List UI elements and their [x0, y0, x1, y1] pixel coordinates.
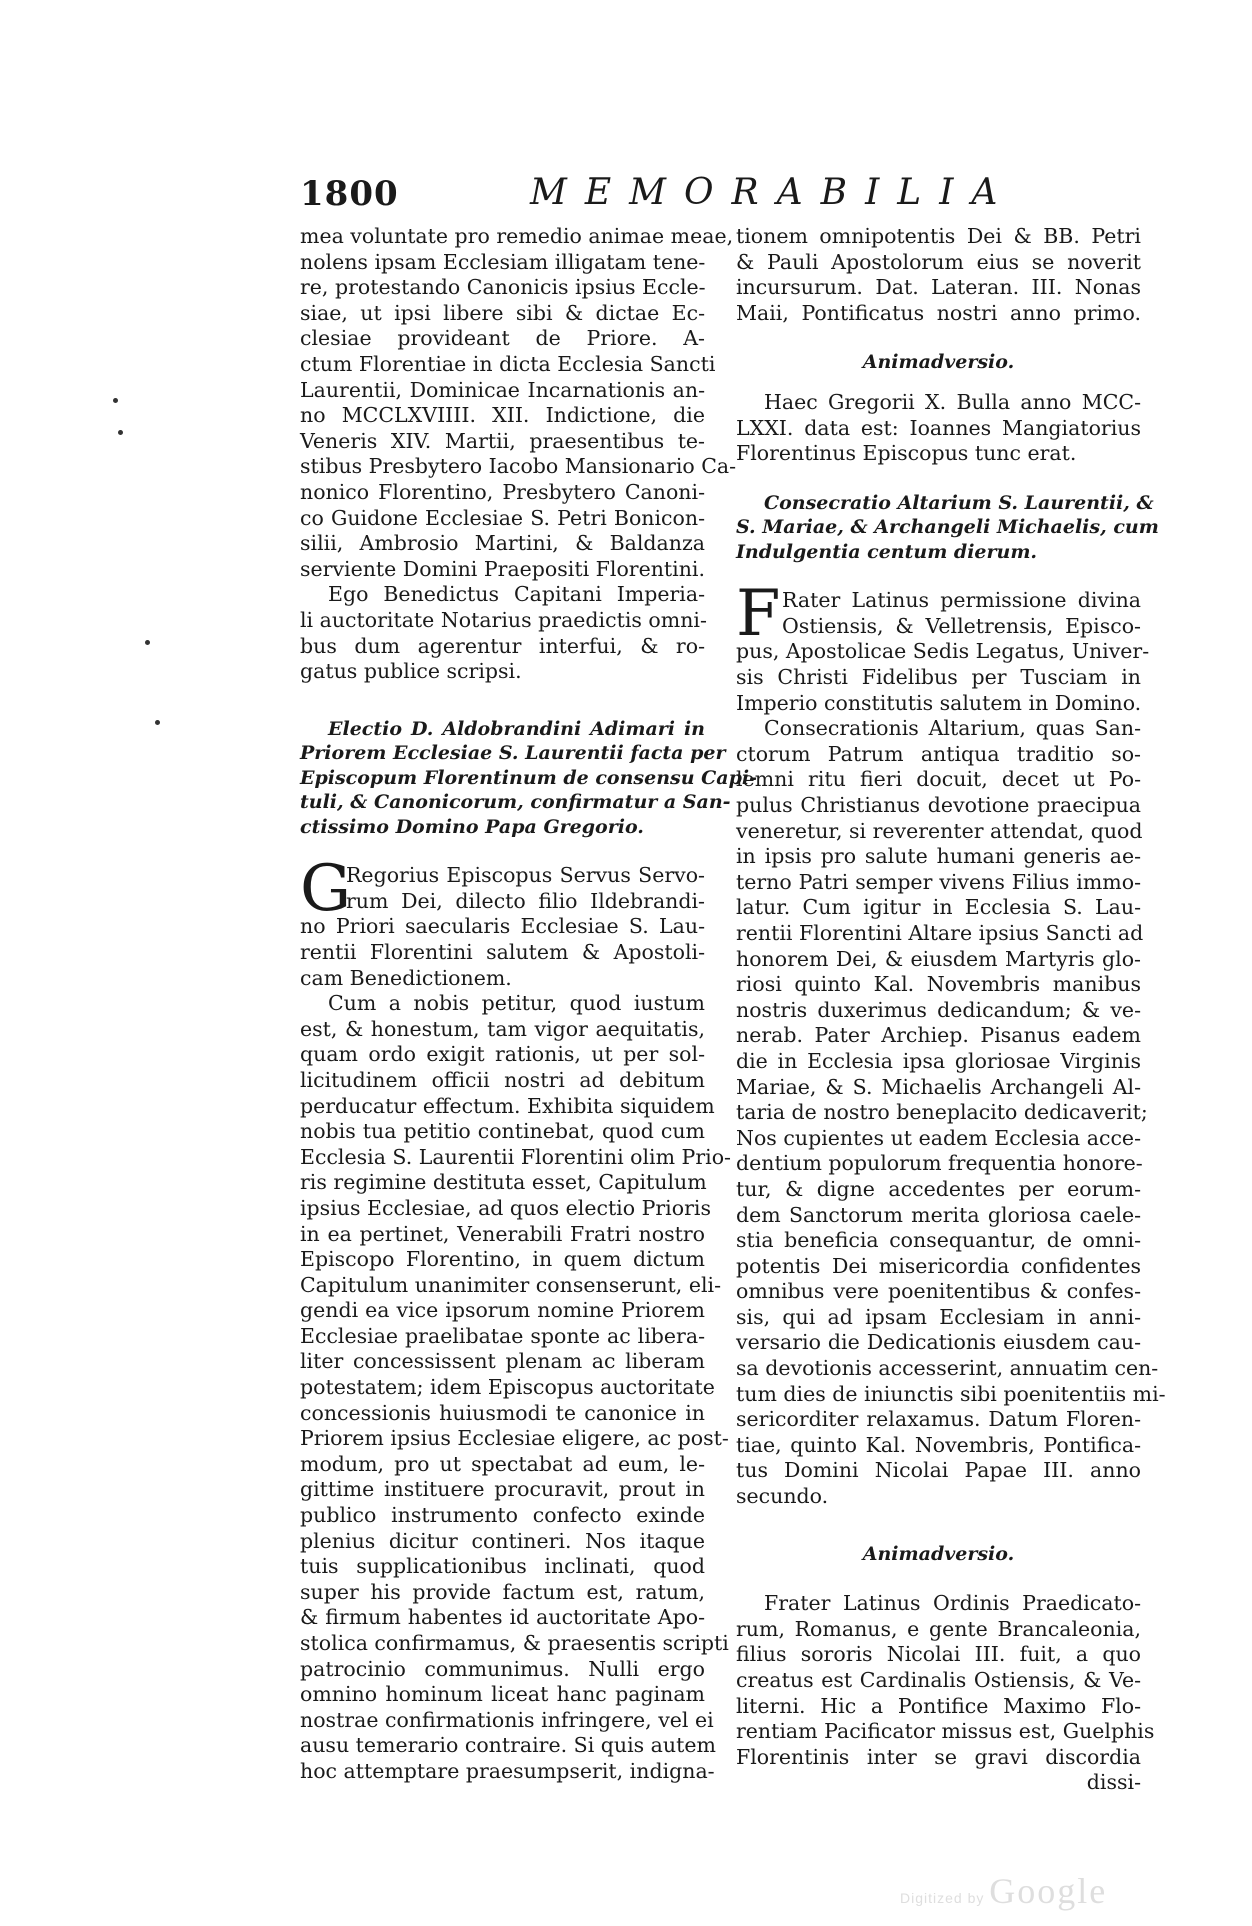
text-line: nolens ipsam Ecclesiam illigatam tene-	[300, 249, 706, 274]
text-line: Ecclesiae praelibatae sponte ac libera-	[300, 1323, 705, 1348]
text-line: liter concessissent plenam ac liberam	[300, 1349, 705, 1374]
ink-speck	[155, 720, 160, 725]
paragraph	[736, 716, 1166, 1509]
text-line: dem Sanctorum merita gloriosa caele-	[736, 1202, 1141, 1227]
text-line: est, & honestum, tam vigor aequitatis,	[300, 1016, 705, 1041]
text-line: ctorum Patrum antiqua traditio so-	[736, 741, 1141, 766]
drop-cap: G	[300, 852, 352, 927]
paragraph	[736, 577, 1150, 716]
text-line: no MCCLXVIIII. XII. Indictione, die	[300, 403, 705, 428]
text-line: potentis Dei misericordia confidentes	[736, 1253, 1141, 1278]
text-line: sis Christi Fidelibus per Tusciam in	[736, 665, 1141, 690]
paragraph	[300, 991, 731, 1784]
text-line: Florentinus Episcopus tunc erat.	[736, 441, 1077, 466]
text-line: stia beneficia consequantur, de omni-	[736, 1228, 1141, 1253]
heading-line: Consecratio Altarium S. Laurentii, &	[764, 491, 1154, 514]
text-line: rentiam Pacificator missus est, Guelphis	[736, 1719, 1155, 1744]
text-line: latur. Cum igitur in Ecclesia S. Lau-	[736, 895, 1141, 920]
text-line: gatus publice scripsi.	[300, 659, 522, 684]
text-line: omnibus vere poenitentibus & confes-	[736, 1279, 1141, 1304]
text-line: serviente Domini Praepositi Florentini.	[300, 556, 705, 581]
text-line: creatus est Cardinalis Ostiensis, & Ve-	[736, 1668, 1141, 1692]
text-line: tum dies de iniunctis sibi poenitentiis mi-	[736, 1381, 1166, 1406]
text-line: super his provide factum est, ratum,	[300, 1579, 705, 1604]
text-line: honorem Dei, & eiusdem Martyris glo-	[736, 946, 1141, 971]
catchword: dissi-	[1086, 1770, 1141, 1795]
text-line: Mariae, & S. Michaelis Archangeli Al-	[736, 1074, 1141, 1099]
text-line: mea voluntate pro remedio animae meae,	[300, 224, 734, 248]
text-line: tur, & digne accedentes per eorum-	[736, 1176, 1141, 1201]
text-line: Episcopo Florentino, in quem dictum	[300, 1247, 705, 1272]
paragraph	[300, 582, 705, 684]
heading-line: Indulgentia centum dierum.	[736, 540, 1038, 563]
text-line: nerab. Pater Archiep. Pisanus eadem	[736, 1023, 1141, 1048]
text-line: pulus Christianus devotione praecipua	[736, 793, 1141, 817]
text-line: lemni ritu fieri docuit, decet ut Po-	[736, 767, 1141, 792]
text-line: Ostiensis, & Velletrensis, Episco-	[782, 613, 1141, 638]
text-line: Laurentii, Dominicae Incarnationis an-	[300, 377, 705, 402]
heading-line: Priorem Ecclesiae S. Laurentii facta per	[300, 742, 726, 765]
text-line: tionem omnipotentis Dei & BB. Petri	[736, 224, 1141, 248]
text-line: ausu temerario contraire. Si quis autem	[300, 1733, 716, 1758]
text-line: silii, Ambrosio Martini, & Baldanza	[300, 531, 705, 556]
paragraph	[300, 852, 705, 991]
text-line: ris regimine destituta esset, Capitulum	[300, 1170, 707, 1195]
paragraph	[300, 224, 737, 582]
heading-line: Episcopum Florentinum de consensu Capi-	[300, 766, 757, 789]
text-line: pus, Apostolicae Sedis Legatus, Univer-	[736, 639, 1150, 664]
text-line: sericorditer relaxamus. Datum Floren-	[736, 1407, 1141, 1432]
watermark-small-text: Digitized by	[900, 1890, 985, 1906]
text-line: stolica confirmamus, & praesentis scripti	[300, 1631, 729, 1655]
paragraph	[736, 1591, 1155, 1796]
text-line: nostris duxerimus dedicandum; & ve-	[736, 997, 1141, 1022]
text-line: potestatem; idem Episcopus auctoritate	[300, 1375, 715, 1400]
text-line: Rater Latinus permissione divina	[782, 588, 1141, 613]
text-line: nostrae confirmationis infringere, vel ei	[300, 1707, 714, 1732]
page-number: 1800	[300, 174, 399, 214]
text-line: sis, qui ad ipsam Ecclesiam in anni-	[736, 1304, 1141, 1329]
right-column	[736, 224, 1166, 1796]
text-line: versario die Dedicationis eiusdem cau-	[736, 1330, 1141, 1355]
text-line: filius sororis Nicolai III. fuit, a quo	[736, 1642, 1141, 1667]
animadversio-heading: Animadversio.	[862, 1542, 1015, 1565]
text-line: Nos cupientes ut eadem Ecclesia acce-	[736, 1125, 1141, 1150]
text-line: bus dum agerentur interfui, & ro-	[300, 633, 705, 658]
text-line: veneretur, si reverenter attendat, quod	[736, 818, 1143, 843]
text-line: Priorem ipsius Ecclesiae eligere, ac post-	[300, 1426, 729, 1451]
section-heading	[300, 717, 757, 840]
text-line: no Priori saecularis Ecclesiae S. Lau-	[300, 914, 705, 939]
text-line: riosi quinto Kal. Novembris manibus	[736, 972, 1141, 997]
heading-line: ctissimo Domino Papa Gregorio.	[300, 815, 644, 838]
text-line: quam ordo exigit rationis, ut per sol-	[300, 1042, 705, 1067]
text-line: die in Ecclesia ipsa gloriosae Virginis	[736, 1048, 1141, 1073]
text-line: literni. Hic a Pontifice Maximo Flo-	[736, 1693, 1141, 1718]
text-line: nonico Florentino, Presbytero Canoni-	[300, 479, 705, 504]
text-line: dentium populorum frequentia honore-	[736, 1151, 1143, 1176]
text-line: sa devotionis accesserint, annuatim cen-	[736, 1356, 1159, 1381]
text-line: Frater Latinus Ordinis Praedicato-	[764, 1591, 1141, 1616]
text-line: ctum Florentiae in dicta Ecclesia Sancti	[300, 351, 716, 376]
text-line: Ego Benedictus Capitani Imperia-	[328, 582, 705, 607]
text-line: secundo.	[736, 1484, 829, 1509]
text-line: Maii, Pontificatus nostri anno primo.	[736, 300, 1141, 325]
text-line: hoc attemptare praesumpserit, indigna-	[300, 1758, 715, 1783]
watermark-logo-text: Google	[989, 1871, 1108, 1911]
running-head	[300, 172, 1160, 220]
paragraph	[736, 390, 1141, 467]
text-line: terno Patri semper vivens Filius immo-	[736, 869, 1141, 894]
text-line: publico instrumento confecto exinde	[300, 1503, 705, 1528]
text-line: Consecrationis Altarium, quas San-	[764, 716, 1141, 741]
text-line: plenius dicitur contineri. Nos itaque	[300, 1528, 705, 1553]
animadversio-heading: Animadversio.	[862, 351, 1015, 374]
text-line: Haec Gregorii X. Bulla anno MCC-	[764, 389, 1141, 414]
heading-line: tuli, & Canonicorum, confirmatur a San-	[300, 791, 731, 814]
text-line: clesiae provideant de Priore. A-	[300, 326, 705, 351]
text-line: Ecclesia S. Laurentii Florentini olim Prio-	[300, 1144, 731, 1169]
text-line: patrocinio communimus. Nulli ergo	[300, 1656, 705, 1681]
text-line: tus Domini Nicolai Papae III. anno	[736, 1458, 1141, 1483]
text-line: omnino hominum liceat hanc paginam	[300, 1682, 705, 1707]
text-line: incursurum. Dat. Lateran. III. Nonas	[736, 275, 1141, 300]
text-line: li auctoritate Notarius praedictis omni-	[300, 607, 707, 632]
text-line: concessionis huiusmodi te canonice in	[300, 1400, 705, 1425]
text-line: tiae, quinto Kal. Novembris, Pontifica-	[736, 1432, 1141, 1457]
text-line: perducatur effectum. Exhibita siquidem	[300, 1093, 715, 1118]
text-line: re, protestando Canonicis ipsius Eccle-	[300, 275, 706, 300]
text-line: rentii Florentini salutem & Apostoli-	[300, 939, 705, 964]
text-line: gittime instituere procuravit, prout in	[300, 1477, 705, 1502]
text-line: licitudinem officii nostri ad debitum	[300, 1067, 705, 1092]
text-line: Imperio constitutis salutem in Domino.	[736, 690, 1142, 715]
text-line: siae, ut ipsi libere sibi & dictae Ec-	[300, 300, 705, 325]
text-line: co Guidone Ecclesiae S. Petri Bonicon-	[300, 505, 705, 530]
text-line: Veneris XIV. Martii, praesentibus te-	[300, 428, 705, 453]
text-line: LXXI. data est: Ioannes Mangiatorius	[736, 415, 1141, 440]
left-column	[300, 224, 757, 1785]
text-line: Regorius Episcopus Servus Servo-	[346, 863, 705, 888]
text-line: cam Benedictionem.	[300, 965, 512, 990]
text-line: & firmum habentes id auctoritate Apo-	[300, 1605, 705, 1630]
heading-line: S. Mariae, & Archangeli Michaelis, cum	[736, 516, 1159, 539]
text-line: Capitulum unanimiter consenserunt, eli-	[300, 1272, 721, 1297]
text-line: in ipsis pro salute humani generis ae-	[736, 844, 1141, 869]
text-line: rum, Romanus, e gente Brancaleonia,	[736, 1616, 1141, 1641]
text-line: stibus Presbytero Iacobo Mansionario Ca-	[300, 454, 737, 479]
text-line: in ea pertinet, Venerabili Fratri nostro	[300, 1221, 705, 1246]
text-line: nobis tua petitio continebat, quod cum	[300, 1119, 705, 1144]
text-line: Cum a nobis petitur, quod iustum	[328, 991, 705, 1016]
text-line: rum Dei, dilecto filio Ildebrandi-	[346, 888, 705, 913]
text-line: taria de nostro beneplacito dedicaverit;	[736, 1100, 1148, 1125]
paragraph	[736, 224, 1141, 326]
ink-speck	[145, 640, 150, 645]
text-line: ipsius Ecclesiae, ad quos electio Prioris	[300, 1195, 711, 1220]
text-line: modum, pro ut spectabat ad eum, le-	[300, 1451, 705, 1476]
text-line: & Pauli Apostolorum eius se noverit	[736, 249, 1141, 274]
section-heading	[736, 491, 1159, 565]
text-line: rentii Florentini Altare ipsius Sancti ad	[736, 920, 1144, 945]
text-line: Florentinis inter se gravi discordia	[736, 1744, 1141, 1769]
text-line: gendi ea vice ipsorum nomine Priorem	[300, 1298, 705, 1323]
ink-speck	[118, 430, 123, 435]
digitization-watermark	[900, 1870, 1107, 1912]
running-title: MEMORABILIA	[530, 172, 1016, 213]
heading-line: Electio D. Aldobrandini Adimari in	[328, 717, 705, 740]
ink-speck	[113, 398, 118, 403]
drop-cap: F	[736, 577, 781, 652]
text-line: tuis supplicationibus inclinati, quod	[300, 1554, 705, 1579]
